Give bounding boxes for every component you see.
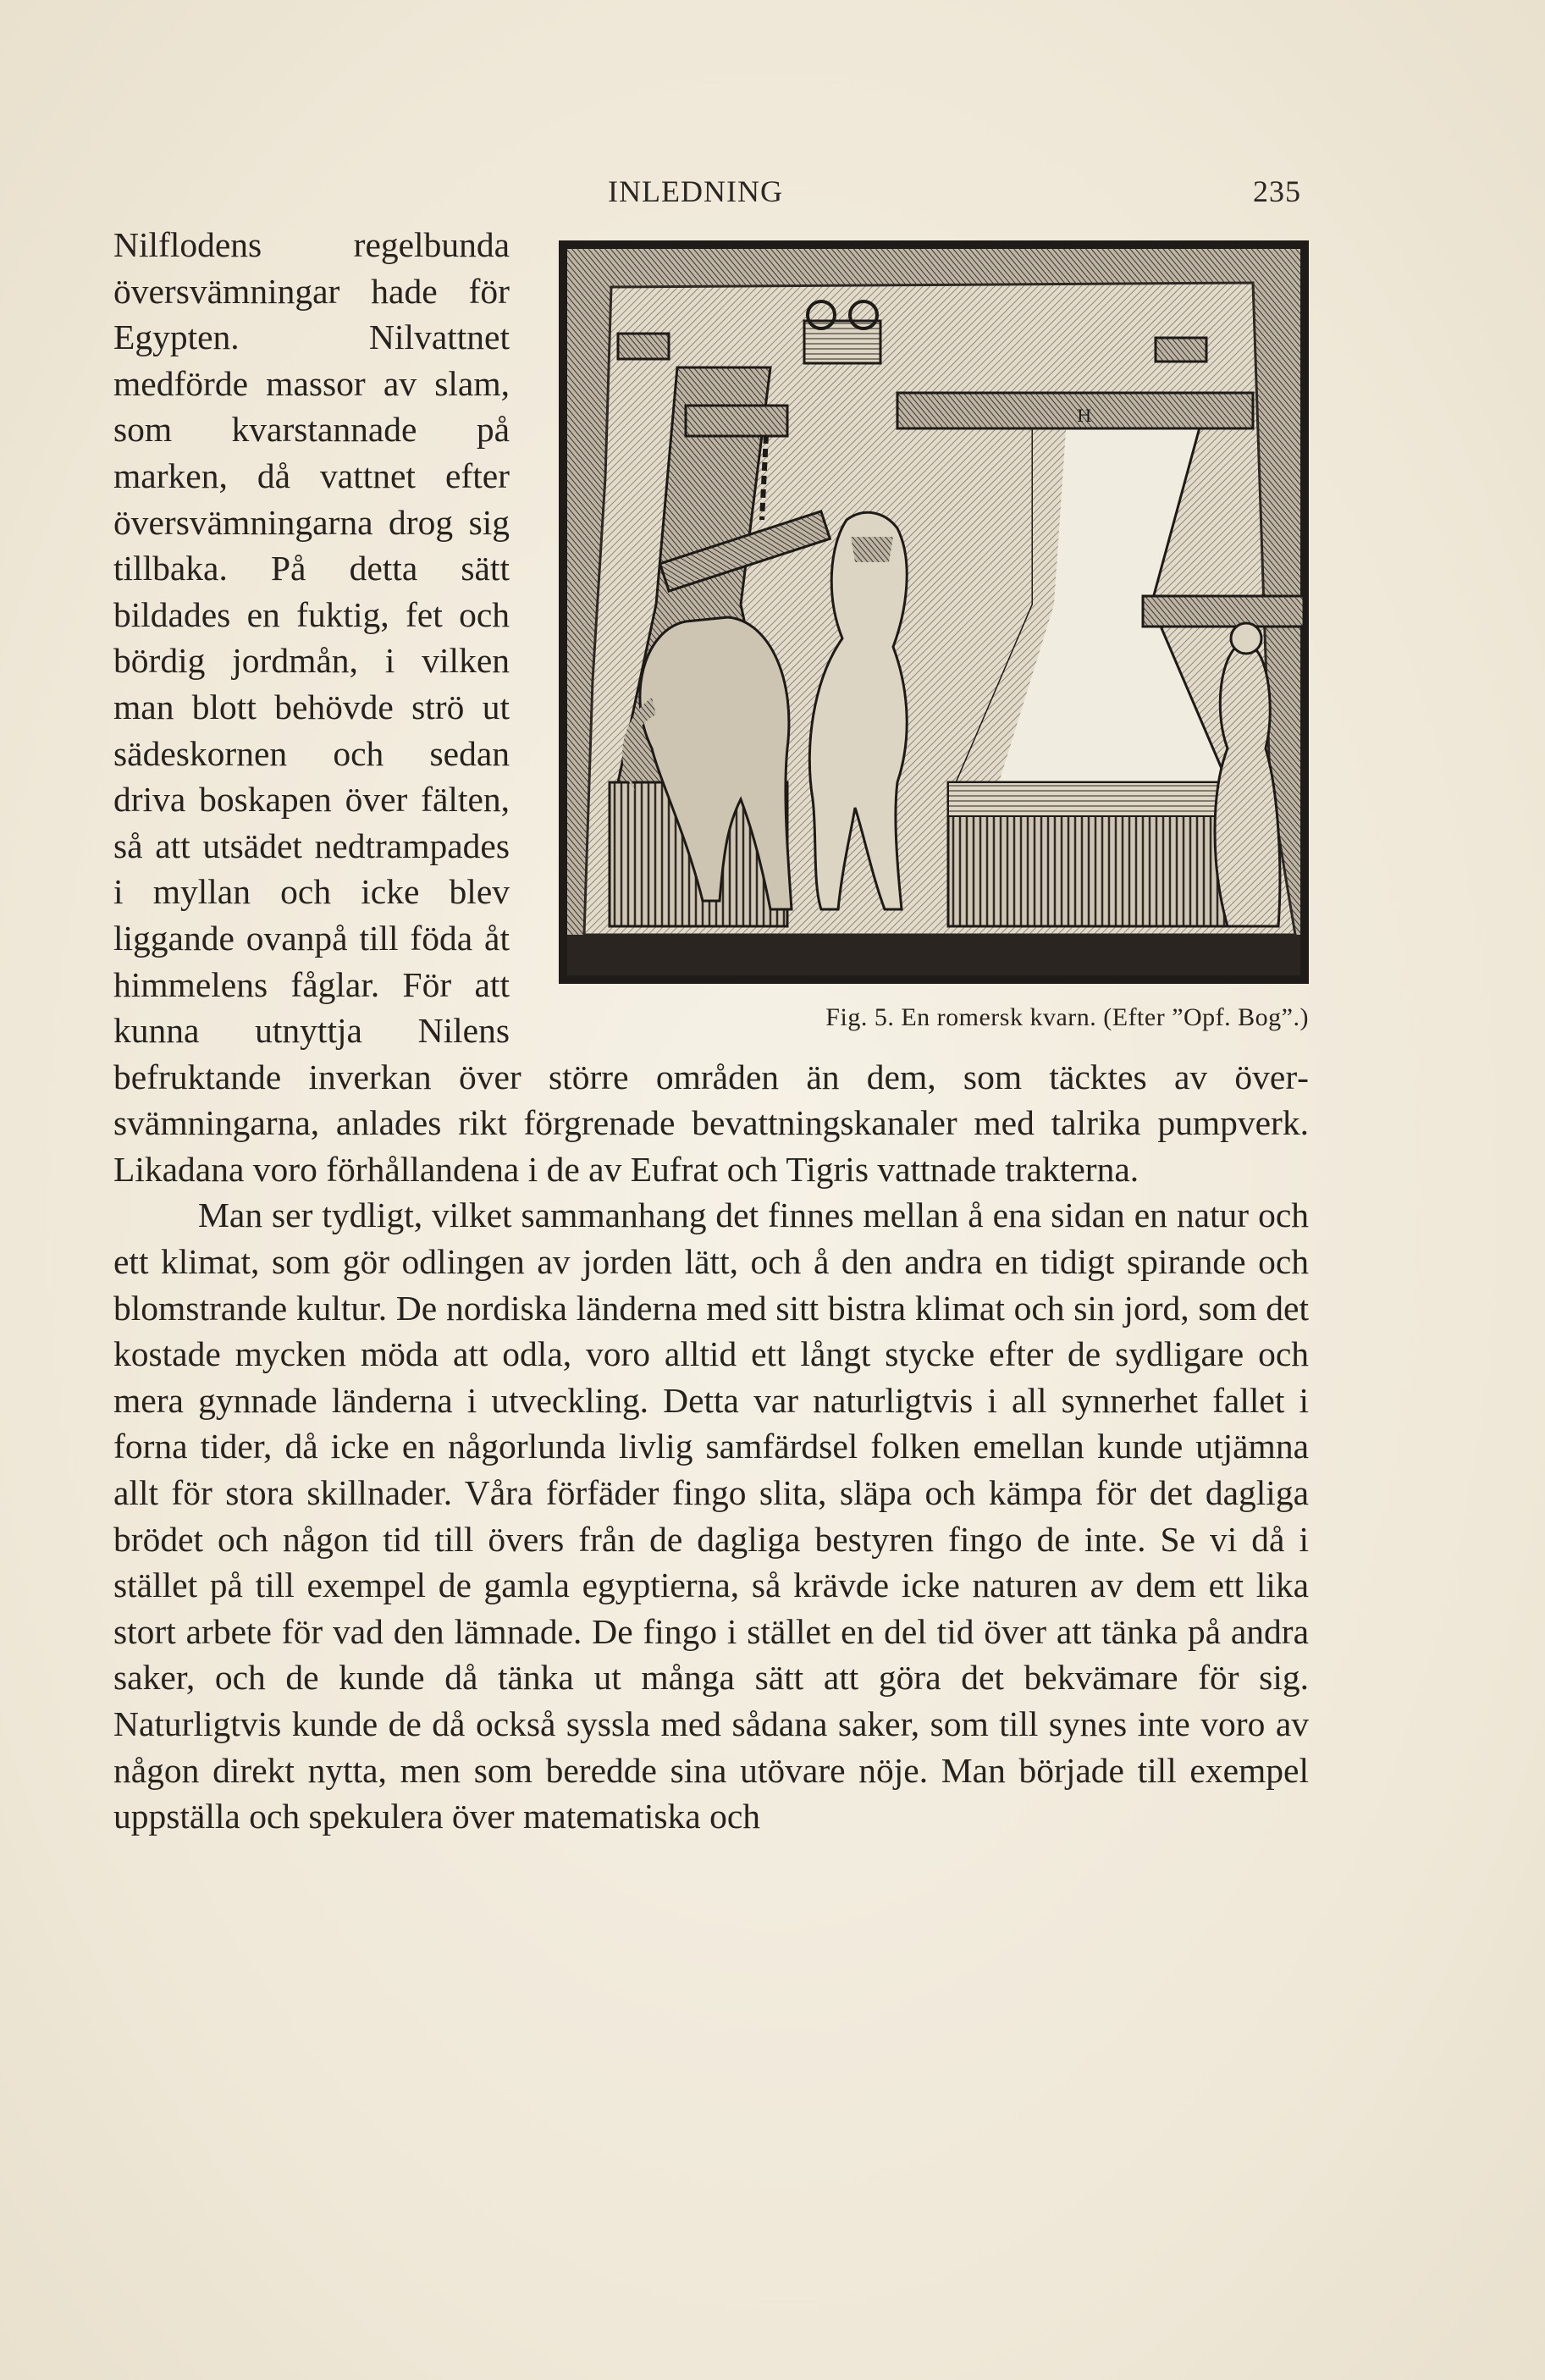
figure-caption: Fig. 5. En romersk kvarn. (Efter ”Opf. Bog”.) — [825, 1003, 1309, 1031]
roman-mill-engraving — [559, 240, 1309, 984]
paragraph-1: Nilflodens regelbunda översvämningar hade för Egypten. Nilvattnet medförde massor av slam, som kvarstannade på marken, då vattnet efter översvämningarna drog sig tillbaka. På detta sätt bildades en fuktig, fet och bördig jordmån, i vilken man blott behövde strö ut sädeskornen och sedan driva boskapen över fälten, så att utsädet nedtrampades i myllan och icke blev liggande ovanpå till föda åt himmelens fåglar. För att kunna utnyttja Nilens befruktande inverkan över större områden än dem, som täcktes av översvämningarna, anlades rikt förgrenade bevattningskanaler med talrika pumpverk. Likadana voro förhållandena i de av Eufrat och Tigris vattnade trakterna. — [113, 225, 1309, 1189]
beam-mark: H — [1077, 406, 1092, 426]
chapter-title: INLEDNING — [608, 174, 783, 208]
paragraph-2: Man ser tydligt, vilket sammanhang det finnes mellan å ena sidan en natur och ett klimat, som gör odlingen av jorden lätt, och å den andra en tidigt spirande och blomstrande kultur. De nordiska länderna med sitt bistra klimat och sin jord, som det kostade mycken möda att odla, voro alltid ett långt stycke efter de sydligare och mera gynnade länderna i utveckling. Detta var naturligtvis i all synnerhet fallet i forna tider, då icke en någorlunda livlig samfärdsel folken emellan kunde utjämna allt för stora skillnader. Våra förfäder fingo slita, släpa och kämpa för det dagliga brödet och någon tid till övers från de dagliga bestyren fingo de inte. Se vi då i stället på till exempel de gamla egyptierna, så krävde icke naturen av dem ett lika stort arbete för vad den lämnade. De fingo i stället en del tid över att tänka på andra saker, och de kunde då tänka ut många sätt att göra det bekvämare för sig. Naturligtvis kunde de då också syssla med sådana saker, som till synes inte voro av någon direkt nytta, men som beredde sina utövare nöje. Man började till exempel uppställa och spekulera över matematiska och — [113, 1196, 1309, 1836]
page-number: 235 — [1253, 174, 1301, 208]
figure — [547, 240, 1309, 1035]
body-text — [113, 222, 1309, 1840]
